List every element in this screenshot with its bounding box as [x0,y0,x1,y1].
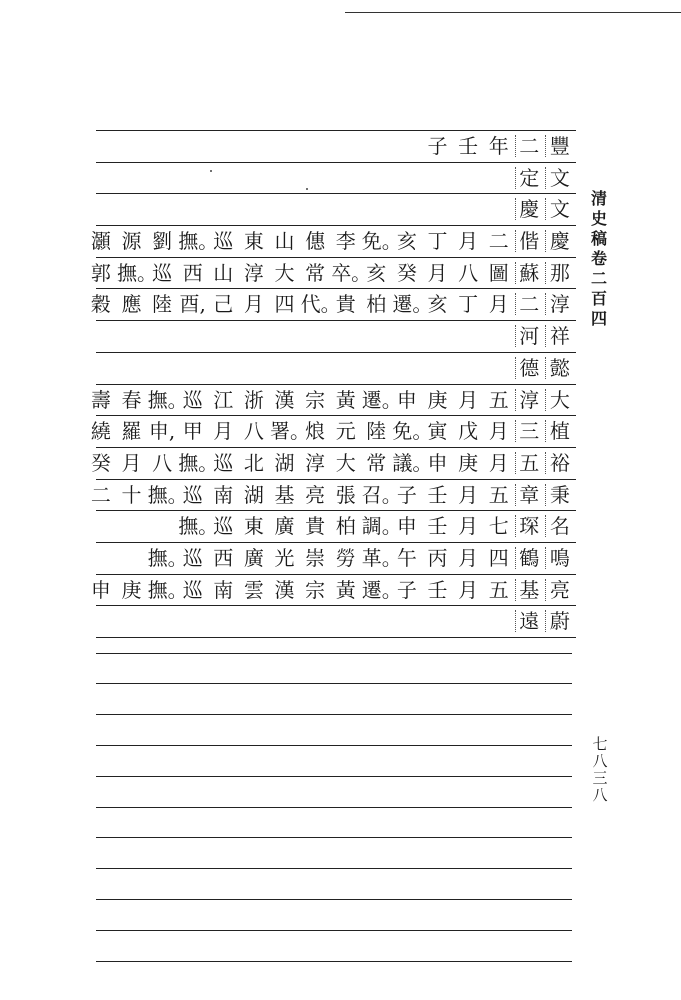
table-row [90,448,576,480]
table-row [90,289,576,321]
table-cell: 二 [488,229,509,254]
ruled-line [96,930,572,931]
table-cell: 灝 [90,229,111,254]
table-cell: 裕 [545,451,574,475]
table-cell: 丁 [458,292,479,317]
table-cell: 江 [213,387,234,412]
table-cell: 壽 [90,387,111,412]
table-cell: 酉, [179,292,206,317]
table-cell: 漢 [274,577,295,602]
table-cell: 祥 [545,324,574,348]
table-cell: 壬 [427,577,448,602]
table-cell: 子 [396,577,417,602]
running-title-char: 史 [590,209,607,228]
table-cell: 壬 [427,482,448,507]
page-number [589,736,611,804]
table-cell: 免。 [361,229,402,254]
table-cell: 巡 [213,229,234,254]
table-cell: 亮 [305,482,326,507]
table-cell: 月 [427,260,448,285]
running-title-char: 四 [590,309,607,328]
table-cell: 月 [488,419,509,444]
table-cell: 三 [515,419,544,443]
table-cell: 調。 [361,514,402,539]
table-cell: 鶴 [515,546,544,570]
table-cell: 午 [396,545,417,570]
table-cell: 廣 [243,545,264,570]
table-cell: 鳴 [545,546,574,570]
table-cell: 大 [545,388,574,412]
table-row [96,131,576,163]
table-cell: 淳 [243,260,264,285]
table-row [90,385,576,417]
ruled-line [96,837,572,838]
table-cell: 署。 [270,419,310,444]
table-cell: 己 [213,292,234,317]
table-cell: 八 [152,450,173,475]
table-cell: 亥 [427,292,448,317]
table-row [96,321,576,353]
table-cell: 雲 [243,577,264,602]
table-cell: 郭 [90,260,111,285]
table-cell: 柏 [335,514,356,539]
table-cell: 癸 [90,450,111,475]
running-title-char: 百 [590,289,607,308]
table-cell: 大 [274,260,295,285]
table-cell: 李 [335,229,356,254]
page-number-char: 八 [592,752,608,770]
table-cell: 宗 [305,577,326,602]
table-cell: 琛 [515,514,544,538]
table-cell: 撫。 [117,260,157,285]
table-cell: 五 [488,387,509,412]
table-cell: 申, [148,419,176,444]
table-cell: 慶 [515,197,544,221]
table-cell: 蘇 [515,261,544,285]
table-cell: 烺 [305,419,326,444]
print-speck [210,170,212,172]
table-bottom-rule [96,961,572,962]
governors-table [90,131,576,638]
table-cell: 山 [213,260,234,285]
table-cell: 月 [458,387,479,412]
table-row [90,416,576,448]
ruled-line [96,745,572,746]
table-cell: 撫。 [178,229,219,254]
table-cell: 二 [515,134,544,158]
table-cell: 癸 [396,260,417,285]
ruled-line [96,776,572,777]
table-cell: 陸 [366,419,387,444]
table-cell: 繞 [90,419,111,444]
table-cell: 庚 [458,450,479,475]
table-cell: 基 [515,578,544,602]
table-cell: 庚 [427,387,448,412]
table-cell: 西 [182,260,203,285]
table-cell: 羅 [121,419,142,444]
table-cell: 漢 [274,387,295,412]
table-cell: 月 [488,450,509,475]
table-cell: 月 [213,419,234,444]
table-cell: 月 [458,514,479,539]
table-cell: 亮 [545,578,574,602]
table-cell: 遷。 [361,577,402,602]
running-title-char: 稿 [590,229,607,248]
table-cell: 常 [305,260,326,285]
table-cell: 南 [213,577,234,602]
table-cell: 柏 [366,292,387,317]
table-cell: 淳 [305,450,326,475]
table-cell: 貴 [305,514,326,539]
page-number-char: 七 [592,735,608,753]
table-cell: 七 [488,514,509,539]
table-cell: 山 [274,229,295,254]
table-cell: 月 [458,545,479,570]
table-row [96,163,576,195]
table-cell: 丁 [427,229,448,254]
table-cell: 黃 [335,387,356,412]
table-cell: 那 [545,261,574,285]
table-row [96,606,576,638]
table-cell: 亥 [396,229,417,254]
table-cell: 東 [243,514,264,539]
table-cell: 宗 [305,387,326,412]
table-cell: 申 [396,387,417,412]
table-cell: 革。 [361,545,402,570]
table-cell: 懿 [545,356,574,380]
table-cell: 丙 [427,545,448,570]
print-speck [306,188,308,190]
table-cell: 春 [121,387,142,412]
table-cell: 崇 [305,545,326,570]
table-cell: 德 [515,356,544,380]
table-cell: 劉 [152,229,173,254]
table-cell: 慶 [545,229,574,253]
ruled-line [96,653,572,654]
table-cell: 撫。 [178,514,219,539]
table-cell: 申 [396,514,417,539]
table-cell: 八 [458,260,479,285]
table-cell: 月 [458,577,479,602]
table-cell: 遷。 [361,387,402,412]
table-cell: 源 [121,229,142,254]
table-cell: 北 [243,450,264,475]
table-cell: 遷。 [392,292,433,317]
running-title-char: 清 [590,189,607,208]
table-cell: 亥 [366,260,387,285]
table-cell: 庚 [121,577,142,602]
table-cell: 河 [515,324,544,348]
table-cell: 遠 [515,609,544,633]
table-cell: 西 [213,545,234,570]
ruled-line [96,683,572,684]
table-row [90,575,576,607]
table-cell: 文 [545,166,574,190]
table-cell: 僡 [305,229,326,254]
ruled-line [96,868,572,869]
table-cell: 廣 [274,514,295,539]
table-cell: 秉 [545,483,574,507]
table-cell: 勞 [335,545,356,570]
table-cell: 撫。 [147,545,188,570]
ruled-line [96,714,572,715]
ruled-line [96,899,572,900]
table-cell: 免。 [392,419,433,444]
table-cell: 月 [458,482,479,507]
table-row [90,480,576,512]
running-title-char: 二 [590,269,607,288]
table-cell: 撫。 [147,577,188,602]
table-cell: 淳 [545,292,574,316]
table-cell: 月 [243,292,264,317]
table-cell: 寅 [427,419,448,444]
table-cell: 大 [335,450,356,475]
table-cell: 定 [515,166,544,190]
table-cell: 文 [545,197,574,221]
table-cell: 二 [90,482,111,507]
table-cell: 常 [366,450,387,475]
table-cell: 巡 [152,260,173,285]
table-row [96,194,576,226]
table-cell: 豐 [545,134,574,158]
table-cell: 偕 [515,229,544,253]
table-cell: 巡 [182,482,203,507]
page-number-char: 八 [592,786,608,804]
table-cell: 申 [90,577,111,602]
table-cell: 黃 [335,577,356,602]
table-cell: 四 [488,545,509,570]
table-cell: 浙 [243,387,264,412]
table-cell: 甲 [182,419,203,444]
table-cell: 議。 [392,450,433,475]
table-row [96,543,576,575]
table-cell: 五 [515,451,544,475]
table-row [90,226,576,258]
table-cell: 穀 [90,292,111,317]
table-cell: 召。 [361,482,402,507]
table-cell: 五 [488,577,509,602]
table-cell: 子 [427,134,448,158]
table-cell: 湖 [243,482,264,507]
table-row [96,353,576,385]
table-cell: 月 [458,229,479,254]
table-cell: 蔚 [545,609,574,633]
table-row [96,511,576,543]
table-cell: 五 [488,482,509,507]
table-cell: 張 [335,482,356,507]
running-title-char: 卷 [590,249,607,268]
table-cell: 二 [515,292,544,316]
top-border-line [345,12,681,13]
table-cell: 撫。 [147,482,188,507]
table-cell: 撫。 [178,450,219,475]
table-cell: 章 [515,483,544,507]
table-cell: 光 [274,545,295,570]
table-cell: 卒。 [331,260,372,285]
table-cell: 貴 [335,292,356,317]
table-cell: 巡 [182,545,203,570]
ruled-line [96,807,572,808]
table-cell: 湖 [274,450,295,475]
running-title [588,188,610,328]
table-cell: 名 [545,514,574,538]
table-cell: 應 [121,292,142,317]
table-cell: 東 [243,229,264,254]
table-cell: 陸 [152,292,173,317]
table-cell: 四 [274,292,295,317]
table-cell: 八 [243,419,264,444]
table-cell: 戊 [458,419,479,444]
table-cell: 月 [121,450,142,475]
table-cell: 巡 [182,387,203,412]
table-cell: 撫。 [147,387,188,412]
page-number-char: 三 [592,769,608,787]
table-row [90,258,576,290]
table-cell: 元 [335,419,356,444]
table-cell: 植 [545,419,574,443]
table-cell: 巡 [213,514,234,539]
table-cell: 壬 [458,134,479,158]
table-cell: 申 [427,450,448,475]
table-cell: 南 [213,482,234,507]
table-cell: 基 [274,482,295,507]
table-cell: 十 [121,482,142,507]
table-cell: 淳 [515,388,544,412]
table-cell: 壬 [427,514,448,539]
table-cell: 巡 [213,450,234,475]
table-cell: 圖 [488,260,509,285]
table-cell: 年 [488,134,509,158]
table-cell: 月 [488,292,509,317]
table-cell: 巡 [182,577,203,602]
table-cell: 代。 [300,292,341,317]
table-cell: 子 [396,482,417,507]
